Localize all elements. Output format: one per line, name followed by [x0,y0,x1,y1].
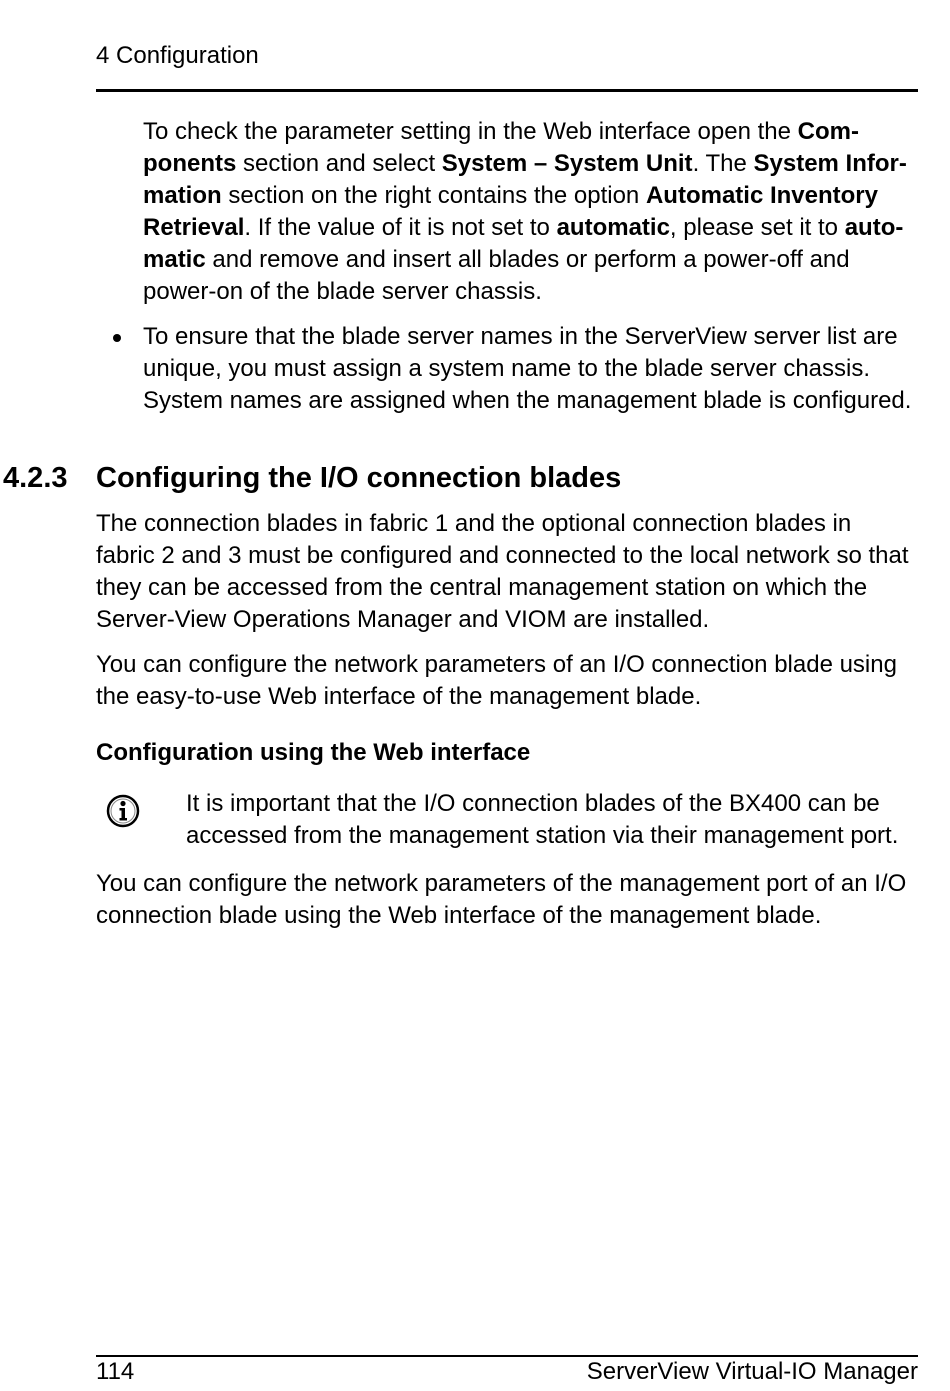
subheading-web-interface: Configuration using the Web interface [96,739,531,766]
management-port-paragraph: You can configure the network parameters of the management port of an I/O connection blade using the Web interface of the management blade. [96,870,907,929]
page-number: 114 [96,1358,135,1385]
section-number: 4.2.3 [3,462,68,494]
info-icon [105,793,141,829]
intro-text-3: . The [692,150,754,177]
intro-bold-system-unit: System – System Unit [441,150,693,177]
intro-text-7: and remove and insert all blades or perform a power-off and power-on of the blade server chassis. [143,246,850,305]
footer-doc-title: ServerView Virtual-IO Manager [586,1358,918,1385]
bullet-paragraph: To ensure that the blade server names in the ServerView server list are unique, you must assign a system name to the blade server chassis. System names are assigned when the management blade is configured. [143,323,912,414]
intro-bold-components: Com-ponents [143,118,859,177]
intro-bold-system-information: System Infor-mation [143,150,907,209]
important-note: It is important that the I/O connection blades of the BX400 can be accessed from the management station via their management port. [186,790,899,849]
running-header: 4 Configuration [96,42,259,69]
section-title: Configuring the I/O connection blades [96,462,622,494]
intro-text-1: To check the parameter setting in the Web interface open the [143,118,798,145]
connection-blades-paragraph: The connection blades in fabric 1 and the optional connection blades in fabric 2 and 3 must be configured and connected to the local network so that they can be accessed from the central management station on which the Server-View Operations Manager and VIOM are installed. [96,510,909,633]
intro-bold-automatic-2: auto-matic [143,214,904,273]
intro-paragraph [143,116,923,308]
intro-text-2: section and select [236,150,442,177]
intro-bold-automatic: automatic [556,214,670,241]
header-divider [96,89,918,92]
intro-text-5: . If the value of it is not set to [244,214,557,241]
intro-bold-automatic-inventory: Automatic Inventory Retrieval [143,182,878,241]
intro-text-4: section on the right contains the option [221,182,646,209]
intro-text-6: , please set it to [669,214,845,241]
bullet-dot-icon [113,334,121,342]
configure-network-paragraph: You can configure the network parameters of an I/O connection blade using the easy-to-use Web interface of the management blade. [96,651,897,710]
